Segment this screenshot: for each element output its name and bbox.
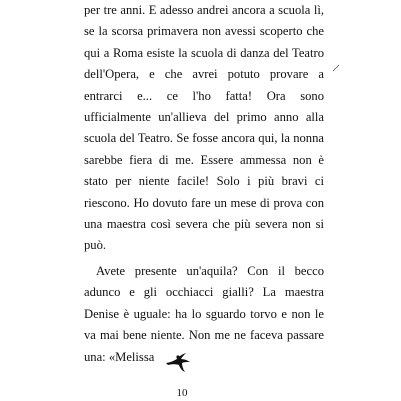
body-text [84,0,324,368]
page-number: 10 [176,387,188,399]
paragraph-1: per tre anni. E adesso andrei ancora a scuola lì, se la scorsa primavera non avessi scoperto che qui a Roma esiste la scuola di danza del Teatro dell'Opera, e che avrei potuto provare a entrarci e... ce l'ho fatta! Ora sono ufficialmente un'allieva del primo anno alla scuola del Teatro. Se fosse ancora qui, la nonna sarebbe fiera di me. Essere ammessa non è stato per niente facile! Solo i più bravi ci riescono. Ho dovuto fare un mese di prova con una maestra così severa che più severa non si può. [84,3,324,253]
paragraph-2: Avete presente un'aquila? Con il becco adunco e gli occhiacci gialli? La maestra Denise è uguale: ha lo sguardo torvo e non le va mai bene niente. Non me ne faceva passare una: «Melissa [84,263,324,364]
ballerina-silhouette-icon [163,352,193,374]
margin-mark-icon [331,63,341,73]
